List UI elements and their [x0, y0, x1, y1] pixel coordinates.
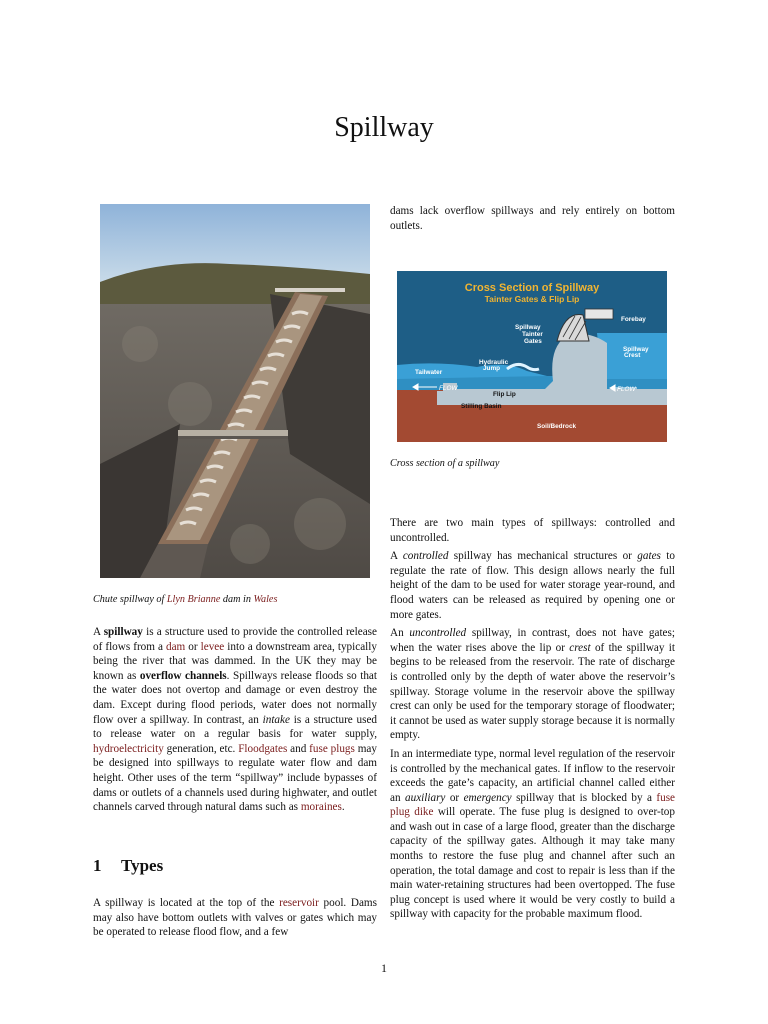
para-text: dams lack overflow spillways and rely entirely on bottom outlets.: [390, 205, 675, 232]
para-text: to regulate the rate of flow. This design allows nearly the full height of the dam to be used for water storage year-round, and flood waters can be released as required by opening one or more gates.: [390, 550, 675, 621]
para-text: is a structure used to provide the controlled release of flows from a: [93, 626, 377, 653]
para-text: A spillway is located at the top of the: [93, 897, 280, 909]
right-paragraphs: [390, 516, 675, 922]
jump-label: Jump: [483, 365, 501, 372]
para-text: may be designed into spillways to regulate water flow and dam height. Other uses of the term “spillway” include bypasses of dams or outlets of a channels used during highwater, and outlet channels carved through natural dams such as: [93, 742, 377, 814]
para-text: spillway has mechanical structures or: [448, 550, 638, 563]
auxiliary-term: auxiliary: [405, 791, 446, 804]
types-paragraph: [93, 896, 377, 940]
hydroelectricity-link[interactable]: hydroelectricity: [93, 742, 164, 755]
spillway-photo: [100, 204, 370, 578]
emergency-term: emergency: [463, 791, 512, 804]
wales-link[interactable]: Wales: [253, 594, 278, 605]
diagram-caption: Cross section of a spillway: [390, 458, 500, 469]
para-text: is a structure used to release water on a regular basis for water supply,: [93, 713, 378, 741]
stilling-basin-label: Stilling Basin: [461, 403, 502, 410]
para-text: A: [390, 550, 403, 563]
para-text: will operate. The fuse plug is designed to over-top and wash out in case of a large flood, greater than the discharge capacity of the spillway gates. Although it may take many months to restore the fuse plug and channel after such an operation, the total damage and cost to repair is less than if the main water-retaining structures had been overtopped. The fuse plug concept is used where it would be very costly to build a spillway with capacity for the probable maximum flood.: [390, 806, 675, 921]
para-text: In an intermediate type, normal level regulation of the reservoir is controlled by the mechanical gates. If inflow to the reservoir exceeds the gate’s capacity, an artificial channel called either an: [390, 747, 675, 804]
diagram-subtitle: Tainter Gates & Flip Lip: [484, 294, 580, 304]
levee-link[interactable]: levee: [200, 640, 225, 653]
moraines-link[interactable]: moraines: [300, 801, 342, 814]
intro-paragraph: [93, 625, 377, 815]
forebay-label: Forebay: [621, 316, 646, 323]
reservoir-link[interactable]: reservoir: [279, 897, 319, 909]
page-number: 1: [381, 961, 387, 975]
flow-label: FLOW: [439, 385, 458, 392]
para-text: pool. Dams may also have bottom outlets with valves or gates which may be operated to release flood flow, and a few: [93, 897, 377, 939]
para-text: generation, etc.: [163, 742, 239, 755]
llyn-brianne-link[interactable]: Llyn Brianne: [166, 594, 221, 605]
gates-label: Gates: [524, 338, 542, 345]
spillway-term: spillway: [103, 626, 143, 638]
caption-text: Chute spillway of: [93, 594, 167, 605]
section-number: 1: [93, 856, 102, 875]
page-title: Spillway: [334, 112, 434, 143]
dam-link[interactable]: dam: [166, 640, 186, 653]
right-top-paragraph: [390, 204, 675, 233]
fuse-plug-dike-link[interactable]: fuse plug dike: [390, 791, 676, 819]
para-text: . Spillways release floods so that the water does not overtop and damage or even destroy the dam. Except during flood periods, water does not normally flow over a spillway. In contrast, an: [93, 669, 377, 726]
uncontrolled-term: uncontrolled: [409, 627, 467, 640]
para-text: There are two main types of spillways: controlled and uncontrolled.: [390, 517, 675, 544]
controlled-term: controlled: [402, 550, 449, 563]
gates-label: Spillway: [515, 324, 541, 331]
para-text: or: [185, 640, 201, 653]
diagram-title: Cross Section of Spillway: [464, 282, 600, 294]
section-heading: [93, 856, 163, 876]
crest-label: Crest: [624, 352, 641, 359]
fuse-plugs-link[interactable]: fuse plugs: [309, 742, 355, 755]
para-text: spillway, in contrast, does not have gates; when the water rises above the lip or: [390, 627, 675, 654]
crest-label: Spillway: [623, 346, 649, 353]
para-text: .: [341, 801, 345, 814]
tailwater-label: Tailwater: [415, 369, 443, 376]
para-text: or: [445, 791, 464, 804]
para-text: An: [390, 627, 410, 640]
overflow-channels-term: overflow channels: [139, 669, 227, 682]
figure-caption: [93, 594, 277, 605]
para-text: into a downstream area, typically being the river that was dammed. In the UK they may be known as: [93, 640, 377, 682]
intake-term: intake: [262, 713, 290, 726]
para-text: A: [93, 626, 104, 638]
para-text: of the spillway it begins to be released from the reservoir. The rate of discharge is controlled only by the depth of water above the reservoir’s spillway. Storage volume in the reservoir above the spillway crest can only be used for the temporary storage of floodwater; it cannot be used as water supply storage because it is normally empty.: [390, 641, 675, 742]
crest-term: crest: [569, 641, 591, 654]
caption-text: dam in: [220, 594, 254, 605]
section-title: Types: [121, 856, 164, 875]
jump-label: Hydraulic: [479, 359, 509, 366]
flow-label: FLOW: [617, 386, 636, 393]
bedrock-label: Soil/Bedrock: [537, 423, 577, 430]
para-text: spillway that is blocked by a: [511, 791, 657, 804]
gates-term: gates: [637, 550, 661, 563]
cross-section-diagram: [397, 271, 667, 442]
para-text: and: [287, 742, 310, 755]
floodgates-link[interactable]: Floodgates: [238, 742, 288, 755]
gates-label: Tainter: [522, 331, 543, 338]
flip-lip-label: Flip Lip: [493, 391, 516, 398]
